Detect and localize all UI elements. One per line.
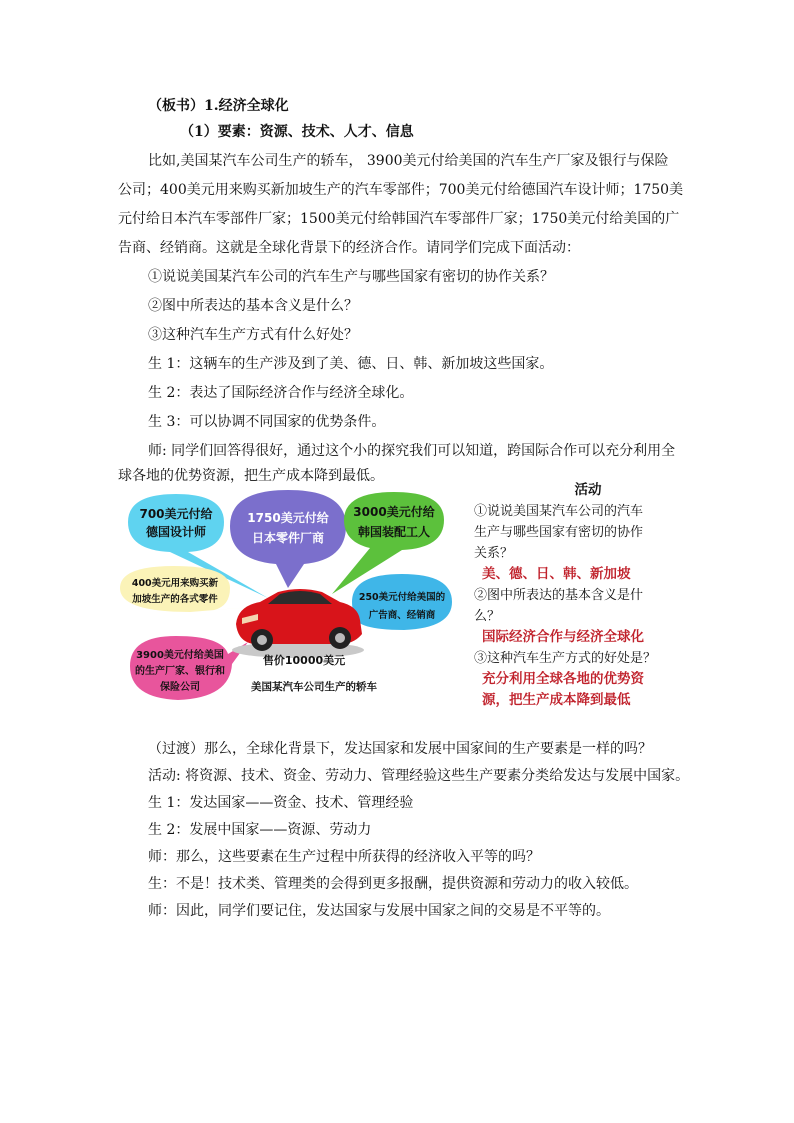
- bubble-japan-line-1: 1750美元付给: [247, 511, 329, 525]
- teacher-line-1: 师: 同学们回答得很好，通过这个小的探究我们可以知道，跨国际合作可以充分利用全: [148, 443, 676, 459]
- intro-line-2: 公司；400美元用来购买新加坡生产的汽车零部件；700美元付给德国汽车设计师；1750美: [118, 182, 684, 198]
- bubble-germany-line-2: 德国设计师: [145, 525, 207, 539]
- transition-line-3: 生 1：发达国家——资金、技术、管理经验: [148, 795, 414, 811]
- activity-a3-line-1: 充分利用全球各地的优势资: [482, 671, 644, 687]
- transition-line-1: （过渡）那么，全球化背景下，发达国家和发展中国家间的生产要素是一样的吗？: [148, 741, 652, 757]
- activity-q2-line-2: 么？: [474, 609, 501, 624]
- bubble-us-makers-line-3: 保险公司: [160, 682, 200, 693]
- bubble-germany-line-1: 700美元付给: [139, 507, 213, 521]
- question-2: ②图中所表达的基本含义是什么？: [148, 298, 358, 314]
- transition-line-5: 师：那么，这些要素在生产过程中所获得的经济收入平等的吗？: [148, 849, 540, 865]
- figure-caption: 美国某汽车公司生产的轿车: [251, 681, 377, 693]
- bubble-us-makers-line-2: 的生产厂家、银行和: [135, 666, 225, 677]
- question-3: ③这种汽车生产方式有什么好处？: [148, 327, 358, 343]
- activity-a2: 国际经济合作与经济全球化: [482, 629, 644, 645]
- bubble-singapore: [120, 566, 264, 612]
- activity-q1-line-1: ①说说美国某汽车公司的汽车: [474, 504, 644, 519]
- transition-line-7: 师：因此，同学们要记住，发达国家与发展中国家之间的交易是不平等的。: [148, 903, 610, 919]
- intro-line-4: 告商、经销商。这就是全球化背景下的经济合作。请同学们完成下面活动：: [118, 240, 580, 256]
- activity-q1-line-3: 关系？: [474, 546, 514, 561]
- transition-line-4: 生 2：发展中国家——资源、劳动力: [148, 822, 372, 838]
- bubble-korea-line-2: 韩国装配工人: [357, 525, 431, 539]
- activity-panel: [474, 480, 688, 711]
- red-car-image: [232, 589, 364, 658]
- section-heading: （板书）1.经济全球化: [148, 98, 289, 114]
- activity-title: 活动: [574, 482, 602, 498]
- intro-line-3: 元付给日本汽车零部件厂家；1500美元付给韩国汽车零部件厂家；1750美元付给美国的广: [118, 211, 680, 227]
- activity-a3-line-2: 源，把生产成本降到最低: [482, 692, 631, 708]
- activity-q1-line-2: 生产与哪些国家有密切的协作: [474, 525, 644, 540]
- student-answer-1: 生 1：这辆车的生产涉及到了美、德、日、韩、新加坡这些国家。: [148, 356, 554, 372]
- activity-a1: 美、德、日、韩、新加坡: [482, 566, 631, 582]
- activity-q3: ③这种汽车生产方式的好处是？: [474, 651, 657, 666]
- bubble-korea-line-1: 3000美元付给: [353, 505, 435, 519]
- student-answer-2: 生 2：表达了国际经济合作与经济全球化。: [148, 385, 414, 401]
- section-subheading: （1）要素：资源、技术、人才、信息: [180, 124, 414, 140]
- price-label: 售价10000美元: [262, 654, 346, 667]
- transition-line-2: 活动: 将资源、技术、资金、劳动力、管理经验这些生产要素分类给发达与发展中国家。: [148, 768, 690, 784]
- intro-line-1: 比如,美国某汽车公司生产的轿车， 3900美元付给美国的汽车生产厂家及银行与保险: [148, 153, 669, 169]
- bubble-us-ads-line-2: 广告商、经销商: [368, 610, 436, 621]
- bubble-singapore-line-1: 400美元用来购买新: [131, 578, 219, 589]
- bubble-japan: [230, 490, 346, 588]
- transition-line-6: 生：不是！技术类、管理类的会得到更多报酬，提供资源和劳动力的收入较低。: [148, 876, 638, 892]
- bubble-us-makers: [130, 636, 248, 700]
- question-1: ①说说美国某汽车公司的汽车生产与哪些国家有密切的协作关系？: [148, 269, 554, 285]
- teacher-line-2: 球各地的优势资源，把生产成本降到最低。: [118, 468, 384, 484]
- bubble-singapore-line-2: 加坡生产的各式零件: [132, 594, 218, 605]
- activity-q2-line-1: ②图中所表达的基本含义是什: [474, 588, 644, 603]
- bubble-japan-line-2: 日本零件厂商: [251, 531, 325, 545]
- student-answer-3: 生 3：可以协调不同国家的优势条件。: [148, 414, 386, 430]
- bubble-us-ads-line-1: 250美元付给美国的: [358, 592, 446, 603]
- bubble-us-makers-line-1: 3900美元付给美国: [136, 650, 224, 661]
